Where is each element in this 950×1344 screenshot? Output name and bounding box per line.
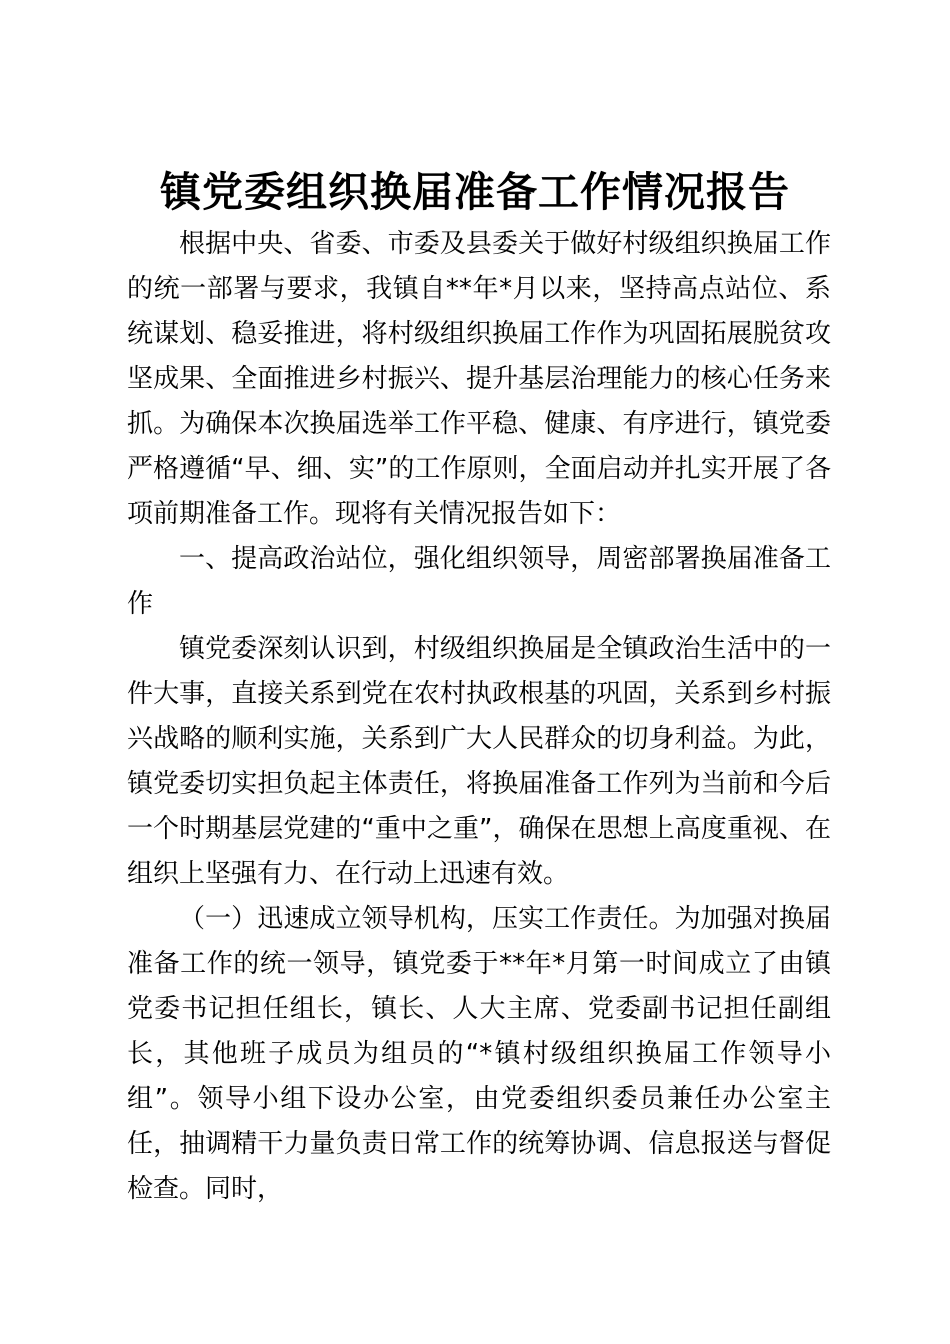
document-title: 镇党委组织换届准备工作情况报告 (160, 168, 790, 216)
document-body (127, 222, 831, 1212)
section-heading-1: 一、提高政治站位，强化组织领导，周密部署换届准备工作 (127, 544, 831, 619)
section-1-paragraph: 镇党委深刻认识到，村级组织换届是全镇政治生活中的一件大事，直接关系到党在农村执政根基的巩固，关系到乡村振兴战略的顺利实施，关系到广大人民群众的切身利益。为此，镇党委切实担负起主体责任，将换届准备工作列为当前和今后一个时期基层党建的“重中之重”，确保在思想上高度重视、在组织上坚强有力、在行动上迅速有效。 (127, 634, 831, 889)
subsection-1-paragraph: （一）迅速成立领导机构，压实工作责任。为加强对换届准备工作的统一领导，镇党委于**年*月第一时间成立了由镇党委书记担任组长，镇长、人大主席、党委副书记担任副组长，其他班子成员为组员的“*镇村级组织换届工作领导小组”。领导小组下设办公室，由党委组织委员兼任办公室主任，抽调精干力量负责日常工作的统筹协调、信息报送与督促检查。同时， (127, 904, 831, 1204)
intro-paragraph: 根据中央、省委、市委及县委关于做好村级组织换届工作的统一部署与要求，我镇自**年*月以来，坚持高点站位、系统谋划、稳妥推进，将村级组织换届工作作为巩固拓展脱贫攻坚成果、全面推进乡村振兴、提升基层治理能力的核心任务来抓。为确保本次换届选举工作平稳、健康、有序进行，镇党委严格遵循“早、细、实”的工作原则，全面启动并扎实开展了各项前期准备工作。现将有关情况报告如下： (127, 229, 831, 529)
